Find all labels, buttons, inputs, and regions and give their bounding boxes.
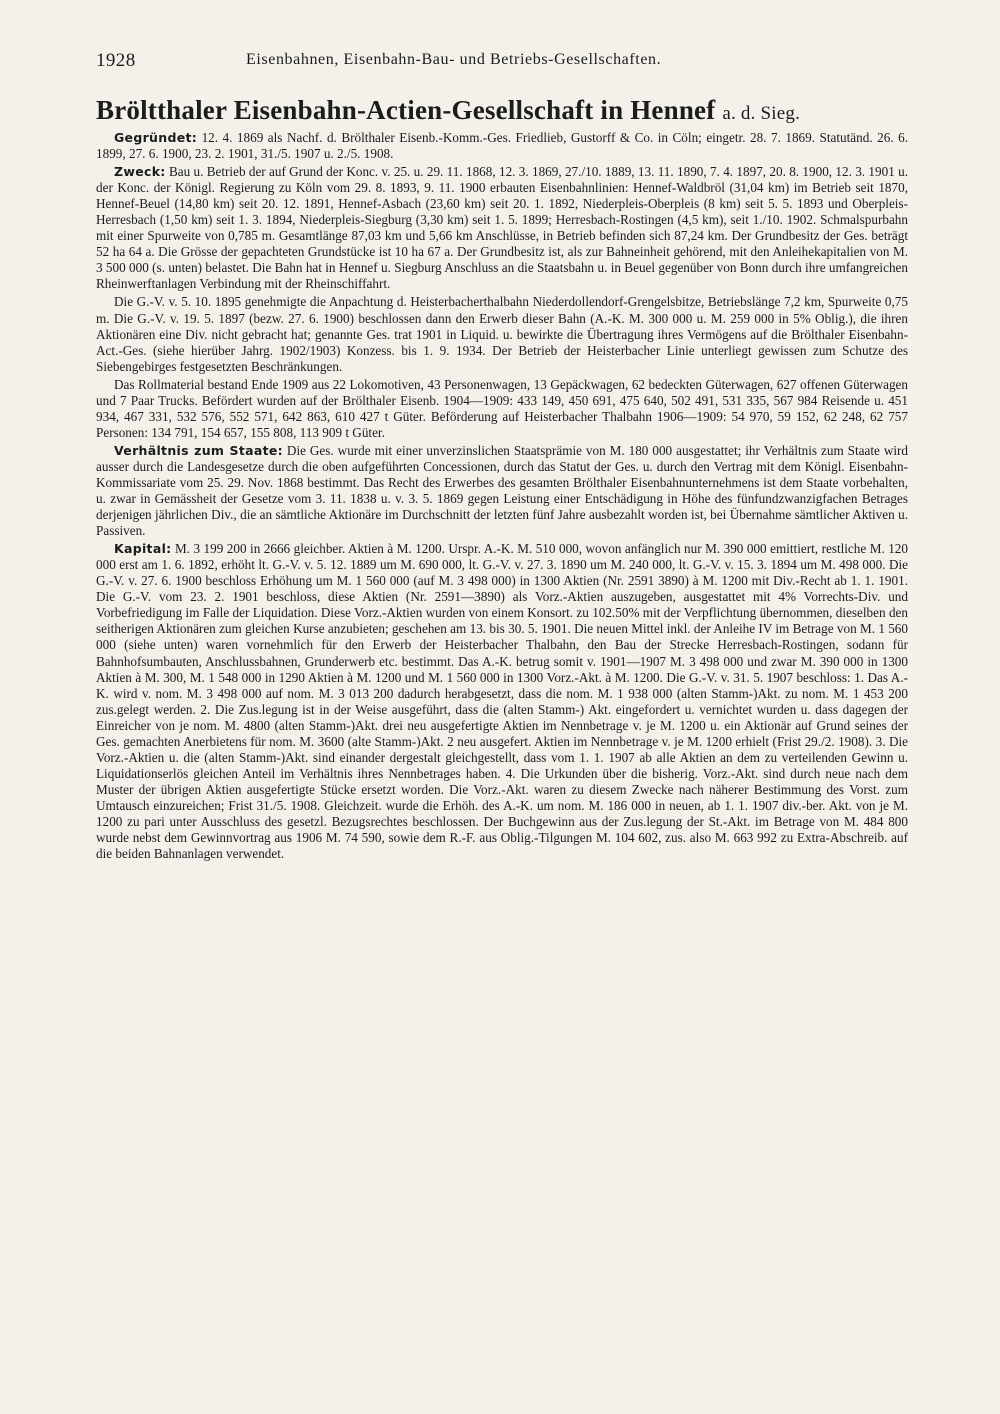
section-purpose	[96, 164, 908, 292]
section-text: M. 3 199 200 in 2666 gleichber. Aktien à M. 1200. Urspr. A.-K. M. 510 000, wovon anfänglich nur M. 390 000 emittiert, restliche M. 120 000 erst am 1. 6. 1892, erhöht lt. G.-V. v. 5. 12. 1889 um M. 690 000, lt. G.-V. v. 27. 3. 1890 um M. 240 000, lt. G.-V. v. 15. 3. 1894 um M. 498 000. Die G.-V. v. 27. 6. 1900 beschloss Erhöhung um M. 1 560 000 (auf M. 3 498 000) in 1300 Aktien (Nr. 2591 3890) à M. 1200 mit Div.-Recht ab 1. 1. 1901. Die G.-V. vom 23. 2. 1901 beschloss, diese Aktien (Nr. 2591—3890) als Vorz.-Aktien auszugeben, ausgestattet mit 4% Vorrechts-Div. und Vorbefriedigung im Falle der Liquidation. Diese Vorz.-Aktien wurden von einem Konsort. zu 102.50% mit der Verpflichtung übernommen, dieselben den seitherigen Aktionären zum gleichen Kurse anzubieten; geschehen am 13. bis 30. 5. 1901. Die neuen Mittel inkl. der Anleihe IV im Betrage von M. 1 560 000 (siehe unten) waren vornehmlich für den Erwerb der Heisterbacher Thalbahn, den Bau der Strecke Herresbach-Rostingen, sodann für Bahnhofsumbauten, Anschlussbahnen, Grunderwerb etc. bestimmt. Das A.-K. betrug somit v. 1901—1907 M. 3 498 000 und zwar M. 390 000 in 1300 Aktien à M. 300, M. 1 548 000 in 1290 Aktien à M. 1200 und M. 1 560 000 in 1300 Vorz.-Akt. à M. 1200. Die G.-V. v. 31. 5. 1907 beschloss: 1. Das A.-K. wird v. nom. M. 3 498 000 auf nom. M. 3 013 200 dadurch herabgesetzt, dass die nom. M. 1 938 000 (alten Stamm-)Akt. zu nom. M. 1 453 200 zus.gelegt werden. 2. Die Zus.legung ist in der Weise ausgeführt, dass die (alten Stamm-) Akt. eingefordert u. vernichtet wurden u. dass dagegen der Einreicher von je nom. M. 4800 (alten Stamm-)Akt. drei neu ausgefertigte Aktien im Nennbetrage v. je M. 1200 u. ein Aktionär auf Grund seines der Ges. gemachten Anerbietens für nom. M. 3600 (alte Stamm-)Akt. 2 neu ausgefert. Aktien im Nennbetrage v. je M. 1200 erhielt (Frist 29./2. 1908). 3. Die Vorz.-Aktien u. die (alten Stamm-)Akt. sind einander dergestalt gleichgestellt, dass vom 1. 1. 1907 ab alle Aktien an dem zu verteilenden Gewinn u. Liquidationserlös gleichen Anteil im Verhältnis ihres Nennbetrages haben. 4. Die Urkunden über die bisherig. Vorz.-Akt. sind durch neue nach dem Muster der übrigen Aktien ausgefertigte Stücke ersetzt worden. Die Vorz.-Akt. waren zu diesem Zwecke nach näherer Bestimmung des Vorst. zum Umtausch einzureichen; Frist 31./5. 1908. Gleichzeit. wurde die Erhöh. des A.-K. um nom. M. 186 000 in neuen, ab 1. 1. 1907 div.-ber. Akt. von je M. 1200 zu pari unter Ausschluss des gesetzl. Bezugsrechtes beschlossen. Der Buchgewinn aus der Zus.legung der St.-Akt. im Betrage von M. 484 800 wurde nebst dem Gewinnvortrag aus 1906 M. 74 590, sowie dem R.-F. aus Oblig.-Tilgungen M. 104 602, zus. also M. 663 992 zu Extra-Abschreib. auf die beiden Bahnanlagen verwendet.	[96, 541, 908, 862]
section-state-relation	[96, 443, 908, 539]
company-name: Bröltthaler Eisenbahn-Actien-Gesellschaft in Hennef	[96, 95, 716, 125]
section-text: 12. 4. 1869 als Nachf. d. Brölthaler Eisenb.-Komm.-Ges. Friedlieb, Gustorff & Co. in Cöln; eingetr. 28. 7. 1869. Statutänd. 26. 6. 1899, 27. 6. 1900, 23. 2. 1901, 31./5. 1907 u. 2./5. 1908.	[96, 130, 908, 162]
section-capital	[96, 541, 908, 862]
running-title: Eisenbahnen, Eisenbahn-Bau- und Betriebs-Gesellschaften.	[246, 51, 662, 68]
company-location: a. d. Sieg.	[722, 103, 801, 124]
section-text: Die G.-V. v. 5. 10. 1895 genehmigte die Anpachtung d. Heisterbacherthalbahn Niederdollendorf-Grengelsbitze, Betriebslänge 7,2 km, Spurweite 0,75 m. Die G.-V. v. 19. 5. 1897 (bezw. 27. 6. 1900) beschlossen dann den Erwerb dieser Bahn (A.-K. M. 300 000 u. M. 259 000 in 5% Oblig.), die ihren Aktionären eine Div. nicht gebracht hat; genannte Ges. trat 1901 in Liquid. u. bewirkte die Übertragung ihres Vermögens auf die Brölthaler Eisenbahn-Act.-Ges. (siehe hierüber Jahrg. 1902/1903) Konzess. bis 1. 9. 1934. Der Betrieb der Heisterbacher Linie unterliegt gewissen zum Schutze des Siebengebirges festgesetzten Beschränkungen.	[96, 294, 908, 374]
section-text: Die Ges. wurde mit einer unverzinslichen Staatsprämie von M. 180 000 ausgestattet; ihr Verhältnis zum Staate wird ausser durch die Landesgesetze durch die oben aufgeführten Concessionen, durch das Statut der Ges. u. durch den Vertrag mit dem Königl. Eisenbahn-Kommissariate vom 25. 29. Nov. 1868 bestimmt. Das Recht des Erwerbes des gesamten Brölthaler Eisenbahnunternehmens ist dem Staate vorbehalten, u. zwar in Gemässheit der Gesetze vom 3. 11. 1838 u. v. 3. 5. 1869 gegen Leistung einer Entschädigung in Höhe des fünfundzwanzigfachen Betrages derjenigen jährlichen Div., die an sämtliche Aktionäre im Durchschnitt der letzten fünf Jahre ausbezahlt worden ist, bei Übernahme sämtlicher Aktiven u. Passiven.	[96, 442, 908, 539]
section-lead: Kapital:	[114, 541, 172, 557]
section-text: Bau u. Betrieb der auf Grund der Konc. v. 25. u. 29. 11. 1868, 12. 3. 1869, 27./10. 1889, 13. 11. 1890, 7. 4. 1897, 20. 8. 1900, 12. 3. 1901 u. der Konc. der Königl. Regierung zu Köln vom 29. 8. 1893, 9. 11. 1900 erbauten Eisenbahnlinien: Hennef-Waldbröl (31,04 km) im Betrieb seit 1870, Hennef-Beuel (14,80 km) seit 20. 12. 1891, Hennef-Asbach (23,60 km) seit 20. 1. 1892, Niederpleis-Oberpleis (8 km) seit 5. 5. 1893 und Oberpleis-Herresbach (1,50 km) seit 1. 3. 1894, Niederpleis-Siegburg (3,30 km) seit 1. 5. 1899; Herresbach-Rostingen (4,5 km), seit 1./10. 1902. Schmalspurbahn mit einer Spurweite von 0,785 m. Gesamtlänge 87,03 km und 5,66 km Anschlüsse, in Betrieb befinden sich 87,24 km. Der Grundbesitz der Ges. beträgt 52 ha 64 a. Die Grösse der gepachteten Grundstücke ist 10 ha 67 a. Der Grundbesitz ist, als zur Bahneinheit gehörend, mit den Anleihekapitalien von M. 3 500 000 (s. unten) belastet. Die Bahn hat in Hennef u. Siegburg Anschluss an die Staatsbahn u. in Beuel gegenüber von Bonn durch ihre umfangreichen Rheinwerftanlagen Verbindung mit der Rheinschiffahrt.	[96, 164, 909, 292]
section-lead: Zweck:	[114, 164, 166, 180]
section-heisterbach	[96, 294, 908, 374]
section-lead: Gegründet:	[114, 130, 198, 145]
section-rolling-stock	[96, 377, 908, 441]
section-founded	[96, 130, 908, 162]
section-lead: Verhältnis zum Staate:	[114, 442, 283, 458]
entry-body	[96, 130, 908, 864]
company-heading	[96, 95, 916, 126]
page-number: 1928	[96, 50, 136, 71]
section-text: Das Rollmaterial bestand Ende 1909 aus 22 Lokomotiven, 43 Personenwagen, 13 Gepäckwagen, 62 bedeckten Güterwagen, 627 offenen Güterwagen und 7 Paar Trucks. Befördert wurden auf der Brölthaler Eisenb. 1904—1909: 433 149, 450 691, 475 640, 502 491, 531 335, 567 984 Reisende u. 451 934, 467 331, 532 576, 552 571, 642 863, 610 427 t Güter. Beförderung auf Heisterbacher Thalbahn 1906—1909: 54 970, 59 152, 62 248, 62 757 Personen: 134 791, 154 657, 155 808, 113 909 t Güter.	[96, 376, 908, 440]
